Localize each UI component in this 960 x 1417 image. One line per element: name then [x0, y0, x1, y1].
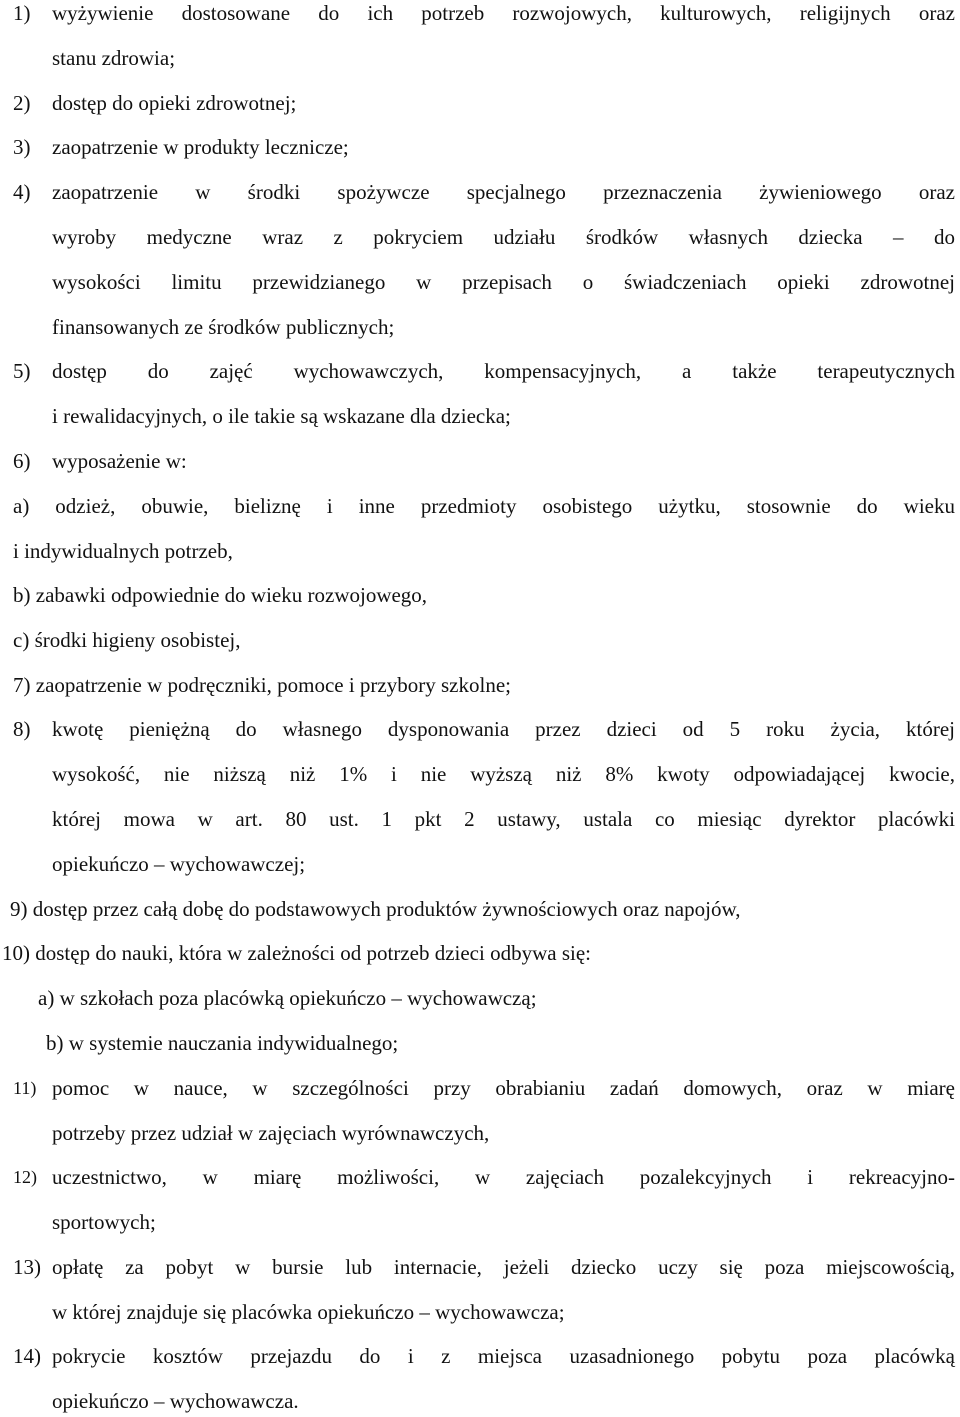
list-item-line: wysokości limitu przewidzianego w przepisach o świadczeniach opieki zdrowotnej — [52, 270, 955, 294]
list-item-line: kwotę pieniężną do własnego dysponowania przez dzieci od 5 roku życia, której — [52, 717, 955, 741]
list-item-line: opłatę za pobyt w bursie lub internacie, jeżeli dziecko uczy się poza miejscowością, — [52, 1255, 955, 1279]
list-item-line: dostęp do opieki zdrowotnej; — [52, 91, 297, 115]
list-item-line: b) w systemie nauczania indywidualnego; — [46, 1031, 399, 1055]
list-item-line: sportowych; — [52, 1210, 156, 1234]
list-item-marker: 5) — [13, 359, 31, 383]
list-item-line: zaopatrzenie w środki spożywcze specjalnego przeznaczenia żywieniowego oraz — [52, 180, 955, 204]
list-item-marker: 8) — [13, 717, 31, 741]
list-item-line: i indywidualnych potrzeb, — [13, 539, 233, 563]
list-item-line: 9) dostęp przez całą dobę do podstawowych produktów żywnościowych oraz napojów, — [10, 897, 741, 921]
list-item-line: stanu zdrowia; — [52, 46, 176, 70]
list-item-line: a) odzież, obuwie, bieliznę i inne przedmioty osobistego użytku, stosownie do wieku — [13, 494, 955, 518]
list-item-line: pokrycie kosztów przejazdu do i z miejsca uzasadnionego pobytu poza placówką — [52, 1344, 955, 1368]
list-item-line: c) środki higieny osobistej, — [13, 628, 241, 652]
list-item-line: finansowanych ze środków publicznych; — [52, 315, 395, 339]
list-item-line: b) zabawki odpowiednie do wieku rozwojowego, — [13, 583, 428, 607]
list-item-line: i rewalidacyjnych, o ile takie są wskazane dla dziecka; — [52, 404, 511, 428]
list-item-marker: 12) — [13, 1167, 37, 1187]
list-item-marker: 2) — [13, 91, 31, 115]
list-item-line: wysokość, nie niższą niż 1% i nie wyższą niż 8% kwoty odpowiadającej kwocie, — [52, 762, 955, 786]
list-item-line: wyżywienie dostosowane do ich potrzeb rozwojowych, kulturowych, religijnych oraz — [52, 1, 955, 25]
list-item-marker: 6) — [13, 449, 31, 473]
list-item-line: pomoc w nauce, w szczególności przy obrabianiu zadań domowych, oraz w miarę — [52, 1076, 955, 1100]
list-item-line: a) w szkołach poza placówką opiekuńczo – wychowawczą; — [38, 986, 537, 1010]
list-item-marker: 4) — [13, 180, 31, 204]
list-item-line: wyroby medyczne wraz z pokryciem udziału środków własnych dziecka – do — [52, 225, 955, 249]
list-item-line: dostęp do zajęć wychowawczych, kompensacyjnych, a także terapeutycznych — [52, 359, 955, 383]
list-item-line: zaopatrzenie w produkty lecznicze; — [52, 135, 349, 159]
list-item-marker: 14) — [13, 1344, 41, 1368]
list-item-line: w której znajduje się placówka opiekuńczo – wychowawcza; — [52, 1300, 565, 1324]
list-item-line: opiekuńczo – wychowawcza. — [52, 1389, 299, 1413]
list-item-marker: 1) — [13, 1, 31, 25]
list-item-marker: 13) — [13, 1255, 41, 1279]
list-item-marker: 3) — [13, 135, 31, 159]
list-item-line: wyposażenie w: — [52, 449, 187, 473]
list-item-line: której mowa w art. 80 ust. 1 pkt 2 ustawy, ustala co miesiąc dyrektor placówki — [52, 807, 955, 831]
list-item-line: 7) zaopatrzenie w podręczniki, pomoce i przybory szkolne; — [13, 673, 511, 697]
list-item-marker: 11) — [13, 1078, 37, 1098]
list-item-line: opiekuńczo – wychowawczej; — [52, 852, 306, 876]
list-item-line: 10) dostęp do nauki, która w zależności od potrzeb dzieci odbywa się: — [2, 941, 591, 965]
list-item-line: potrzeby przez udział w zajęciach wyrównawczych, — [52, 1121, 490, 1145]
list-item-line: uczestnictwo, w miarę możliwości, w zajęciach pozalekcyjnych i rekreacyjno- — [52, 1165, 955, 1189]
